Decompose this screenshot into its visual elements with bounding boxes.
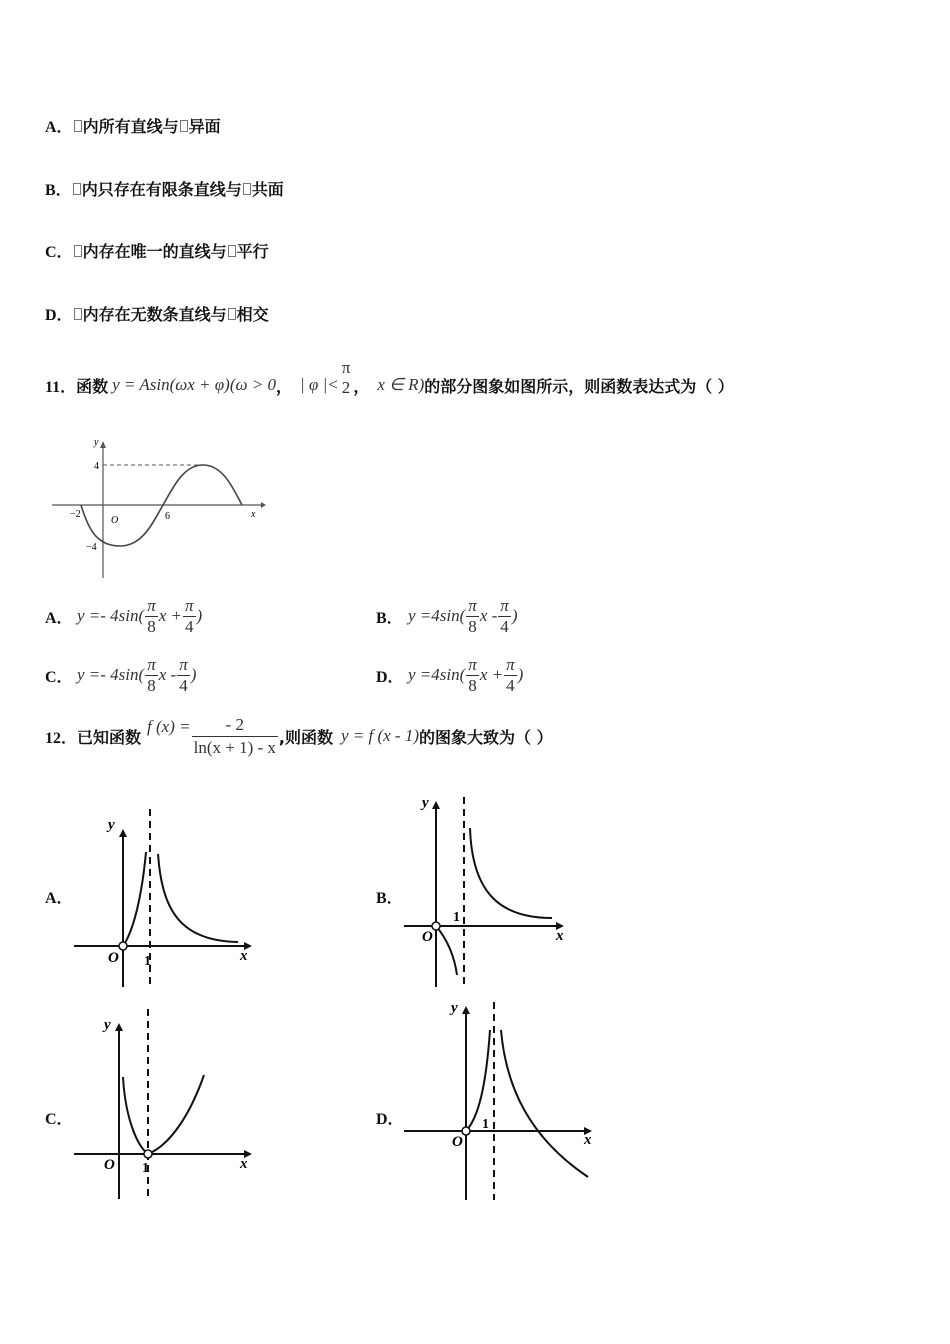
fraction xyxy=(466,596,479,637)
y-label: y xyxy=(104,1017,111,1033)
option-label: C． xyxy=(45,244,73,261)
missing-glyph-icon xyxy=(180,120,188,132)
q10-option-a[interactable] xyxy=(45,114,221,137)
missing-glyph-icon xyxy=(74,120,82,132)
missing-glyph-icon xyxy=(74,245,82,257)
fraction xyxy=(498,596,511,637)
phi-condition: | φ |< xyxy=(299,375,339,394)
hollow-point xyxy=(119,942,127,950)
fx-label: f (x) = xyxy=(147,717,191,736)
q11-option-c[interactable] xyxy=(45,653,196,697)
question-number: 11． xyxy=(45,378,77,396)
fraction xyxy=(177,655,190,696)
option-label: B． xyxy=(376,609,403,627)
y-label: y xyxy=(422,795,429,811)
option-formula-post: ) xyxy=(511,606,518,625)
q12-option-d-label[interactable]: D． xyxy=(376,1111,404,1128)
q11-option-a[interactable] xyxy=(45,594,202,638)
missing-glyph-icon xyxy=(228,245,236,257)
separator: ， xyxy=(275,376,292,396)
option-label: A． xyxy=(45,119,73,136)
y-axis-arrow-icon xyxy=(462,1006,470,1014)
q10-option-d[interactable] xyxy=(45,302,269,325)
origin-label: O xyxy=(422,929,433,945)
tick-1-label: 1 xyxy=(482,1117,489,1132)
x-label: x xyxy=(240,1156,248,1172)
curve-left-branch xyxy=(123,852,146,946)
x-label: x xyxy=(556,928,564,944)
option-formula-mid: x + xyxy=(479,665,504,684)
hollow-point xyxy=(144,1150,152,1158)
y-axis-arrow-icon xyxy=(100,441,106,448)
fraction xyxy=(145,596,158,637)
missing-glyph-icon xyxy=(74,308,82,320)
option-text: 内所有直线与 xyxy=(82,117,179,136)
fraction xyxy=(466,655,479,696)
option-label: C． xyxy=(45,668,73,686)
fraction-denominator: 8 xyxy=(468,616,477,636)
option-formula-post: ) xyxy=(517,665,524,684)
fraction-numerator: π xyxy=(468,654,477,674)
fraction-denominator: 8 xyxy=(468,675,477,695)
tick-neg2-label: −2 xyxy=(70,509,81,520)
fraction-denominator: 4 xyxy=(185,616,194,636)
pi-over-2-fraction xyxy=(340,358,353,398)
fraction-denominator: 4 xyxy=(500,616,509,636)
option-text: 异面 xyxy=(188,117,221,136)
missing-glyph-icon xyxy=(228,308,236,320)
x-label: x xyxy=(240,948,248,964)
question-tail: 的部分图象如图所示，则函数表达式为（ ） xyxy=(424,376,734,396)
option-formula-post: ) xyxy=(190,665,197,684)
origin-label: O xyxy=(452,1134,463,1150)
q12-option-d-graph[interactable] xyxy=(400,998,600,1202)
option-formula-pre: y =4sin( xyxy=(408,606,466,625)
tick-4-label: 4 xyxy=(94,461,99,472)
q10-option-b[interactable] xyxy=(45,177,284,200)
curve-right-branch xyxy=(501,1030,588,1177)
option-text: 内存在唯一的直线与 xyxy=(82,242,227,261)
option-formula-pre: y =- 4sin( xyxy=(77,606,145,625)
option-text: 相交 xyxy=(236,305,269,324)
fraction-denominator: ln(x + 1) - x xyxy=(193,737,276,757)
option-label: A． xyxy=(45,609,73,627)
question-lead: 已知函数 xyxy=(77,727,142,747)
fraction-numerator: π xyxy=(506,654,515,674)
y-label: y xyxy=(451,1000,458,1016)
fraction-denominator: 4 xyxy=(179,675,188,695)
question-tail: 的图象大致为（ ） xyxy=(419,727,553,747)
tick-1-label: 1 xyxy=(453,910,460,925)
q11-stem xyxy=(45,356,734,414)
missing-glyph-icon xyxy=(73,183,81,195)
tick-neg4-label: −4 xyxy=(86,542,97,553)
q12-option-a-label[interactable]: A． xyxy=(45,890,73,907)
option-formula-post: ) xyxy=(196,606,203,625)
sine-graph xyxy=(48,436,268,584)
fraction-numerator: π xyxy=(468,595,477,615)
y-axis-label: y xyxy=(94,437,99,448)
q11-option-d[interactable] xyxy=(376,653,523,697)
fx-fraction xyxy=(192,714,278,759)
gx-formula: y = f (x - 1) xyxy=(340,726,420,745)
fraction xyxy=(183,596,196,637)
q12-option-c-graph[interactable] xyxy=(70,1005,260,1202)
q10-option-c[interactable] xyxy=(45,239,269,262)
curve-left-branch xyxy=(436,926,457,975)
q11-option-b[interactable] xyxy=(376,594,517,638)
function-formula: y = Asin(ωx + φ)(ω > 0 xyxy=(112,375,276,394)
fraction-denominator: 2 xyxy=(341,378,351,397)
option-text: 平行 xyxy=(236,242,269,261)
x-axis-label: x xyxy=(251,509,256,520)
tick-1-label: 1 xyxy=(144,954,151,969)
option-formula-pre: y =4sin( xyxy=(408,665,466,684)
fraction-numerator: π xyxy=(185,595,194,615)
fraction-numerator: π xyxy=(147,595,156,615)
y-axis-arrow-icon xyxy=(115,1023,123,1031)
tick-1-label: 1 xyxy=(142,1161,149,1176)
option-text: 内存在无数条直线与 xyxy=(82,305,227,324)
hollow-point xyxy=(462,1127,470,1135)
q12-option-b-graph[interactable] xyxy=(400,793,580,990)
option-formula-mid: x + xyxy=(158,606,182,625)
fraction-denominator: 4 xyxy=(506,675,515,695)
option-text: 共面 xyxy=(251,180,284,199)
y-axis-arrow-icon xyxy=(119,829,127,837)
fraction-numerator: π xyxy=(179,654,188,674)
domain-condition: x ∈ R) xyxy=(377,375,425,394)
option-formula-mid: x - xyxy=(479,606,498,625)
option-formula-mid: x - xyxy=(158,665,177,684)
curve-right-branch xyxy=(148,1075,204,1154)
fraction-denominator: 8 xyxy=(147,675,156,695)
curve-left-branch xyxy=(123,1077,148,1154)
tick-6-label: 6 xyxy=(165,511,170,522)
option-label: D． xyxy=(45,307,73,324)
fraction-denominator: 8 xyxy=(147,616,156,636)
curve-left-branch xyxy=(466,1030,490,1131)
q12-stem xyxy=(45,712,553,760)
question-number: 12． xyxy=(45,729,78,747)
fraction-numerator: π xyxy=(500,595,509,615)
y-label: y xyxy=(108,817,115,833)
y-axis-arrow-icon xyxy=(432,801,440,809)
q12-option-a-graph[interactable] xyxy=(70,805,260,990)
curve-right-branch xyxy=(158,854,238,942)
fraction-numerator: - 2 xyxy=(192,714,278,737)
question-lead: 函数 xyxy=(76,376,109,396)
curve-right-branch xyxy=(470,828,552,918)
fraction xyxy=(145,655,158,696)
option-formula-pre: y =- 4sin( xyxy=(77,665,145,684)
option-text: 内只存在有限条直线与 xyxy=(81,180,242,199)
fraction xyxy=(504,655,517,696)
x-axis-arrow-icon xyxy=(261,502,266,508)
option-label: D． xyxy=(376,668,404,686)
fraction-numerator: π xyxy=(147,654,156,674)
missing-glyph-icon xyxy=(243,183,251,195)
separator: ， xyxy=(353,376,370,396)
origin-label: O xyxy=(104,1157,115,1173)
q12-option-b-label[interactable]: B． xyxy=(376,890,403,907)
question-mid: ,则函数 xyxy=(278,727,333,747)
fraction-numerator: π xyxy=(341,358,351,377)
x-label: x xyxy=(584,1132,592,1148)
origin-label: O xyxy=(111,515,119,526)
hollow-point xyxy=(432,922,440,930)
option-label: B． xyxy=(45,182,72,199)
q12-option-c-label[interactable]: C． xyxy=(45,1111,73,1128)
origin-label: O xyxy=(108,950,119,966)
